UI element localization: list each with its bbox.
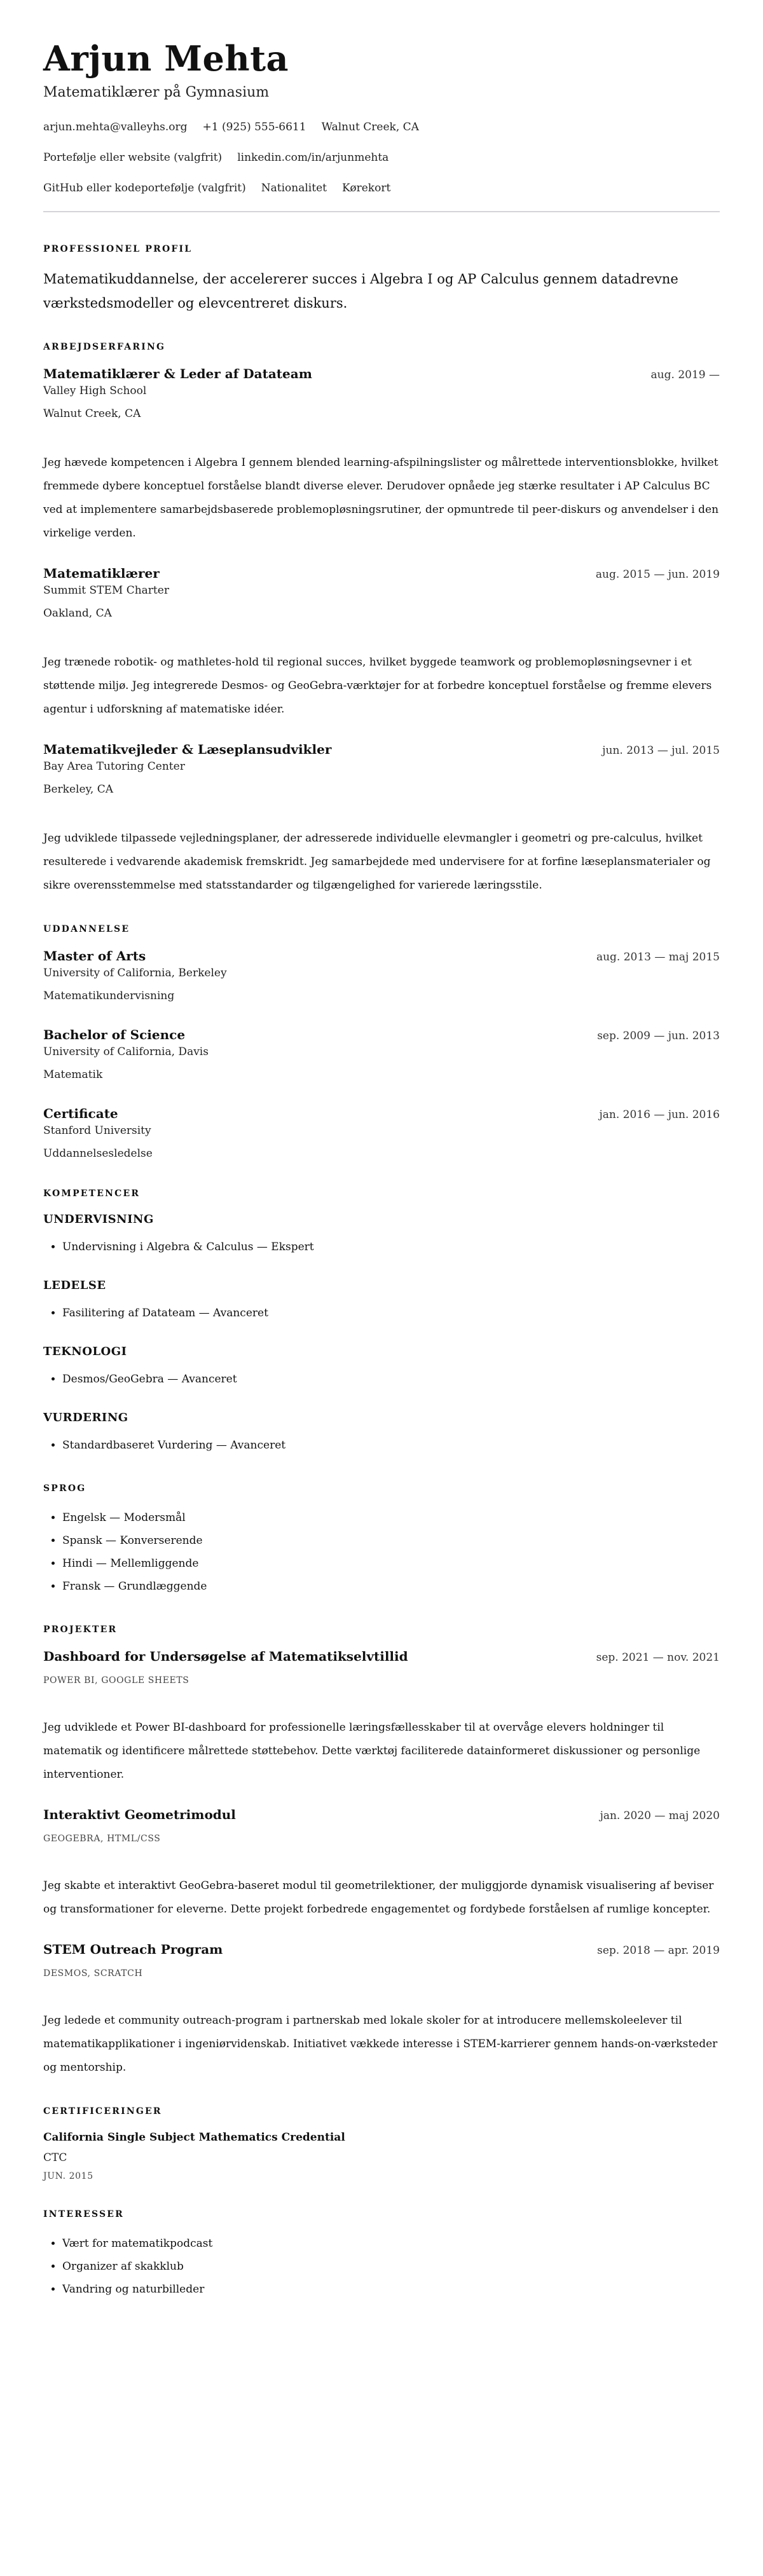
project-item	[43, 1647, 720, 1787]
project-description: Jeg skabte et interaktivt GeoGebra-baseret modul til geometrilektioner, der muliggjorde dynamisk visualisering af beviser og transformationer for eleverne. Dette projekt forbedrede engagementet og fordybede forståelsen af rumlige koncepter.	[43, 1879, 714, 1916]
degree-date: jan. 2016 — jun. 2016	[599, 1108, 720, 1121]
contact-row-extra	[43, 181, 720, 196]
section-title-experience: ARBEJDSERFARING	[43, 342, 166, 352]
certification-item	[43, 2129, 720, 2183]
project-tags: GEOGEBRA, HTML/CSS	[43, 1834, 161, 1844]
skill-list	[43, 1302, 720, 1325]
job-description: Jeg hævede kompetencen i Algebra I gennem blended learning-afspilningslister og målrettede interventionsblokke, hvilket fremmede dybere konceptuel forståelse blandt diverse elever. Derudover opnåede jeg stærke resultater i AP Calculus BC ved at implementere samarbejdsbaserede problemopløsningsrutiner, der opmuntrede til peer-diskurs og anvendelser i den virkelige verden.	[43, 456, 719, 540]
language-item: • Hindi — Mellemliggende	[62, 1552, 720, 1575]
resume-header	[43, 36, 720, 196]
project-tags: DESMOS, SCRATCH	[43, 1968, 143, 1979]
school-name: Stanford University	[43, 1124, 151, 1137]
education-item	[43, 1105, 720, 1162]
job-title: Matematiklærer	[43, 566, 160, 581]
section-languages	[43, 1482, 720, 1598]
interest-list	[43, 2232, 720, 2301]
skill-list	[43, 1236, 720, 1258]
project-item	[43, 1806, 720, 1921]
section-title-certifications: CERTIFICERINGER	[43, 2106, 162, 2116]
section-skills	[43, 1187, 720, 1457]
project-date: sep. 2018 — apr. 2019	[597, 1944, 720, 1957]
section-title-profile: PROFESSIONEL PROFIL	[43, 244, 193, 254]
field-of-study: Matematikundervisning	[43, 990, 175, 1002]
language-item: • Engelsk — Modersmål	[62, 1506, 720, 1529]
interest-item: • Vært for matematikpodcast	[62, 2232, 720, 2255]
language-item: • Spansk — Konverserende	[62, 1529, 720, 1552]
certification-date: JUN. 2015	[43, 2171, 93, 2181]
language-item: • Fransk — Grundlæggende	[62, 1575, 720, 1598]
job-date: jun. 2013 — jul. 2015	[602, 744, 720, 757]
contact-linkedin[interactable]: linkedin.com/in/arjunmehta	[237, 151, 389, 164]
experience-item	[43, 365, 720, 545]
candidate-name: Arjun Mehta	[43, 38, 289, 79]
section-title-interests: INTERESSER	[43, 2209, 124, 2219]
field-of-study: Matematik	[43, 1068, 103, 1081]
header-divider	[43, 211, 720, 212]
section-title-education: UDDANNELSE	[43, 924, 130, 934]
certification-issuer: CTC	[43, 2151, 67, 2164]
job-company: Bay Area Tutoring Center	[43, 760, 185, 773]
contact-drivers-license: Kørekort	[341, 182, 391, 194]
contact-github[interactable]: GitHub eller kodeportefølje (valgfrit)	[43, 182, 246, 194]
job-description: Jeg trænede robotik- og mathletes-hold til regional succes, hvilket byggede teamwork og problemopløsningsevner i et støttende miljø. Jeg integrerede Desmos- og GeoGebra-værktøjer for at forbedre konceptuel forståelse og fremme elevers agentur i udforskning af matematiske idéer.	[43, 656, 712, 716]
project-description: Jeg udviklede et Power BI-dashboard for professionelle læringsfællesskaber til at overvåge elevers holdninger til matematik og identificere målrettede støttebehov. Dette værktøj faciliterede datainformeret diskussioner og personlige interventioner.	[43, 1721, 701, 1781]
section-profile	[43, 243, 720, 315]
contact-nationality: Nationalitet	[261, 182, 327, 194]
contact-row-links	[43, 150, 720, 165]
degree-title: Bachelor of Science	[43, 1027, 186, 1042]
skill-list	[43, 1434, 720, 1457]
job-title: Matematikvejleder & Læseplansudvikler	[43, 742, 332, 757]
experience-item	[43, 564, 720, 721]
skill-list	[43, 1368, 720, 1391]
skill-item: • Undervisning i Algebra & Calculus — Ekspert	[62, 1236, 720, 1258]
skill-item: • Fasilitering af Datateam — Avanceret	[62, 1302, 720, 1325]
section-interests	[43, 2208, 720, 2301]
job-date: aug. 2019 —	[650, 369, 720, 381]
section-certifications	[43, 2105, 720, 2183]
field-of-study: Uddannelsesledelse	[43, 1147, 153, 1160]
job-location: Oakland, CA	[43, 607, 112, 620]
interest-item: • Organizer af skakklub	[62, 2255, 720, 2278]
education-item	[43, 947, 720, 1004]
section-education	[43, 923, 720, 1162]
school-name: University of California, Davis	[43, 1046, 209, 1058]
candidate-title: Matematiklærer på Gymnasium	[43, 85, 270, 100]
section-title-projects: PROJEKTER	[43, 1625, 118, 1635]
project-description: Jeg ledede et community outreach-program i partnerskab med lokale skoler for at introducere mellemskoleelever til matematikapplikationer i ingeniørvidenskab. Initiativet vækkede interesse i STEM-karrierer gennem hands-on-værksteder og mentorship.	[43, 2014, 718, 2074]
contact-portfolio[interactable]: Portefølje eller website (valgfrit)	[43, 151, 223, 164]
skill-item: • Standardbaseret Vurdering — Avanceret	[62, 1434, 720, 1457]
school-name: University of California, Berkeley	[43, 967, 227, 979]
interest-item: • Vandring og naturbilleder	[62, 2278, 720, 2301]
experience-item	[43, 740, 720, 897]
project-item	[43, 1940, 720, 2080]
project-tags: POWER BI, GOOGLE SHEETS	[43, 1675, 189, 1686]
profile-summary: Matematikuddannelse, der accelererer succes i Algebra I og AP Calculus gennem datadrevne værkstedsmodeller og elevcentreret diskurs.	[43, 271, 678, 311]
job-date: aug. 2015 — jun. 2019	[595, 568, 720, 581]
certification-title: California Single Subject Mathematics Credential	[43, 2131, 345, 2144]
education-item	[43, 1026, 720, 1083]
contact-location: Walnut Creek, CA	[321, 121, 419, 133]
language-list	[43, 1506, 720, 1598]
project-title: STEM Outreach Program	[43, 1942, 223, 1957]
contact-phone[interactable]: +1 (925) 555-6611	[202, 121, 306, 133]
contact-row-primary	[43, 119, 720, 135]
skill-category-teaching: UNDERVISNING	[43, 1213, 154, 1226]
section-title-languages: SPROG	[43, 1483, 86, 1494]
skill-item: • Desmos/GeoGebra — Avanceret	[62, 1368, 720, 1391]
degree-title: Certificate	[43, 1106, 118, 1121]
project-date: jan. 2020 — maj 2020	[600, 1809, 720, 1822]
degree-title: Master of Arts	[43, 948, 146, 964]
project-date: sep. 2021 — nov. 2021	[596, 1651, 720, 1664]
skill-category-assessment: VURDERING	[43, 1411, 128, 1424]
degree-date: aug. 2013 — maj 2015	[596, 951, 720, 964]
project-title: Interaktivt Geometrimodul	[43, 1807, 236, 1822]
skill-category-leadership: LEDELSE	[43, 1279, 106, 1292]
section-experience	[43, 341, 720, 897]
contact-email[interactable]: arjun.mehta@valleyhs.org	[43, 121, 188, 133]
job-company: Summit STEM Charter	[43, 584, 169, 597]
project-title: Dashboard for Undersøgelse af Matematikselvtillid	[43, 1649, 408, 1664]
skill-category-technology: TEKNOLOGI	[43, 1345, 127, 1358]
section-projects	[43, 1623, 720, 2080]
job-title: Matematiklærer & Leder af Datateam	[43, 366, 312, 381]
job-location: Berkeley, CA	[43, 783, 113, 796]
job-company: Valley High School	[43, 385, 147, 397]
job-location: Walnut Creek, CA	[43, 407, 141, 420]
job-description: Jeg udviklede tilpassede vejledningsplaner, der adresserede individuelle elevmangler i geometri og pre-calculus, hvilket resulterede i vedvarende akademisk fremskridt. Jeg samarbejdede med undervisere for at forfine læseplansmaterialer og sikre overensstemmelse med statsstandarder og tilgængelighed for varierede læringsstile.	[43, 832, 711, 892]
degree-date: sep. 2009 — jun. 2013	[597, 1030, 720, 1042]
section-title-skills: KOMPETENCER	[43, 1189, 141, 1199]
